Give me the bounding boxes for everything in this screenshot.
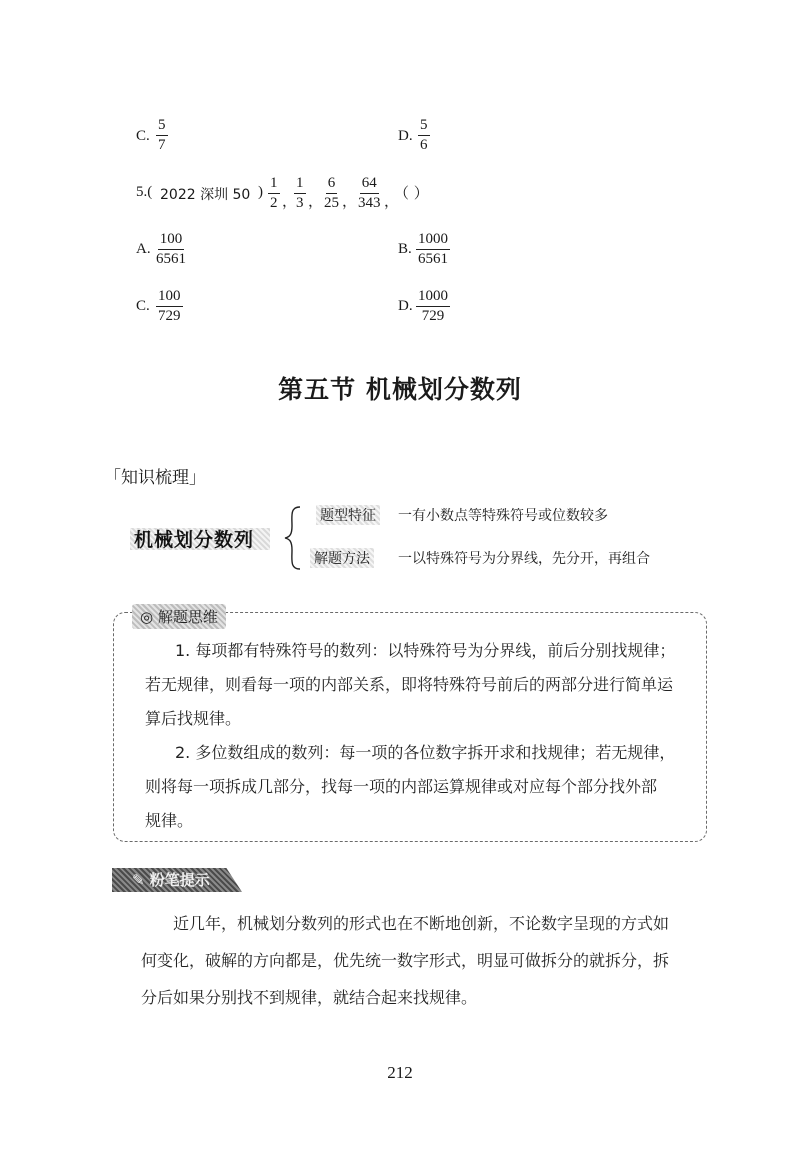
denominator: 729 — [421, 308, 445, 324]
option-b-letter: B. — [398, 241, 412, 257]
knowledge-heading: 「知识梳理」 — [104, 468, 206, 488]
thinking-tag-label: 解题思维 — [157, 608, 218, 626]
option-b-fraction — [416, 231, 450, 268]
text-line: 近几年，机械划分数列的形式也在不断地创新，不论数字呈现的方式如 — [173, 914, 670, 933]
option-c-letter: C. — [136, 128, 150, 144]
text-line: 何变化，破解的方向都是，优先统一数字形式，明显可做拆分的就拆分，拆 — [141, 951, 670, 970]
section-title: 第五节 机械划分数列 — [278, 375, 522, 404]
comma: ， — [282, 194, 298, 210]
comma: ， — [308, 194, 324, 210]
denominator: 729 — [158, 308, 181, 324]
answer-blank: （ ） — [394, 184, 429, 202]
numerator: 100 — [158, 231, 185, 250]
bulb-icon: ◎ — [140, 608, 158, 626]
option-d-letter: D. — [398, 128, 413, 144]
denominator: 6561 — [418, 251, 448, 267]
option-c-fraction — [156, 288, 183, 325]
option-d-fraction — [416, 288, 450, 325]
question-source: 2022 深圳 50 — [160, 187, 251, 203]
denominator: 2 — [270, 195, 278, 211]
method-label: 解题方法 — [310, 548, 374, 568]
denominator: 25 — [324, 195, 339, 211]
comma: ， — [342, 194, 358, 210]
text-line: 分后如果分别找不到规律，就结合起来找规律。 — [141, 988, 478, 1007]
text-line: 1. 每项都有特殊符号的数列：以特殊符号为分界线，前后分别找规律； — [175, 641, 676, 660]
option-c-letter: C. — [136, 298, 150, 314]
comma: ， — [384, 194, 400, 210]
thinking-paragraph-2 — [145, 736, 690, 838]
numerator: 5 — [156, 117, 168, 136]
sequence-term-2 — [294, 175, 306, 212]
question-source-close: ) — [258, 184, 263, 200]
chalk-tip-tag — [132, 869, 210, 890]
page-number: 212 — [387, 1063, 413, 1082]
text-line: 算后找规律。 — [145, 709, 242, 728]
denominator: 6 — [420, 137, 428, 153]
question-number: 5.( — [136, 184, 153, 200]
chalk-tip-label: 粉笔提示 — [149, 871, 210, 889]
sequence-term-4 — [356, 175, 383, 212]
option-d-letter: D. — [398, 298, 413, 314]
text-line: 则将每一项拆成几部分，找每一项的内部运算规律或对应每个部分找外部 — [145, 777, 658, 796]
numerator: 1 — [294, 175, 306, 194]
text-line: 2. 多位数组成的数列：每一项的各位数字拆开求和找规律；若无规律， — [175, 743, 676, 762]
chalk-tip-paragraph — [141, 905, 701, 1016]
thinking-paragraph-1 — [145, 634, 690, 736]
feature-label: 题型特征 — [316, 505, 380, 525]
sequence-term-3 — [322, 175, 341, 212]
numerator: 1 — [268, 175, 280, 194]
denominator: 6561 — [156, 251, 186, 267]
numerator: 1000 — [416, 231, 450, 250]
option-a-fraction — [154, 231, 188, 268]
denominator: 3 — [296, 195, 304, 211]
numerator: 1000 — [416, 288, 450, 307]
option-d-fraction — [418, 117, 430, 154]
numerator: 100 — [156, 288, 183, 307]
sequence-term-1 — [268, 175, 280, 212]
denominator: 7 — [158, 137, 166, 153]
text-line: 规律。 — [145, 811, 194, 830]
curly-brace-icon — [282, 504, 304, 572]
method-text: 一以特殊符号为分界线，先分开，再组合 — [398, 551, 650, 567]
thinking-tag — [132, 604, 226, 629]
option-c-fraction — [156, 117, 168, 154]
text-line: 若无规律，则看每一项的内部关系，即将特殊符号前后的两部分进行简单运 — [145, 675, 674, 694]
topic-label: 机械划分数列 — [134, 529, 255, 551]
feature-text: 一有小数点等特殊符号或位数较多 — [398, 508, 608, 524]
option-a-letter: A. — [136, 241, 151, 257]
numerator: 6 — [326, 175, 338, 194]
chalk-icon: ✎ — [132, 871, 150, 889]
numerator: 64 — [360, 175, 379, 194]
denominator: 343 — [358, 195, 381, 211]
numerator: 5 — [418, 117, 430, 136]
